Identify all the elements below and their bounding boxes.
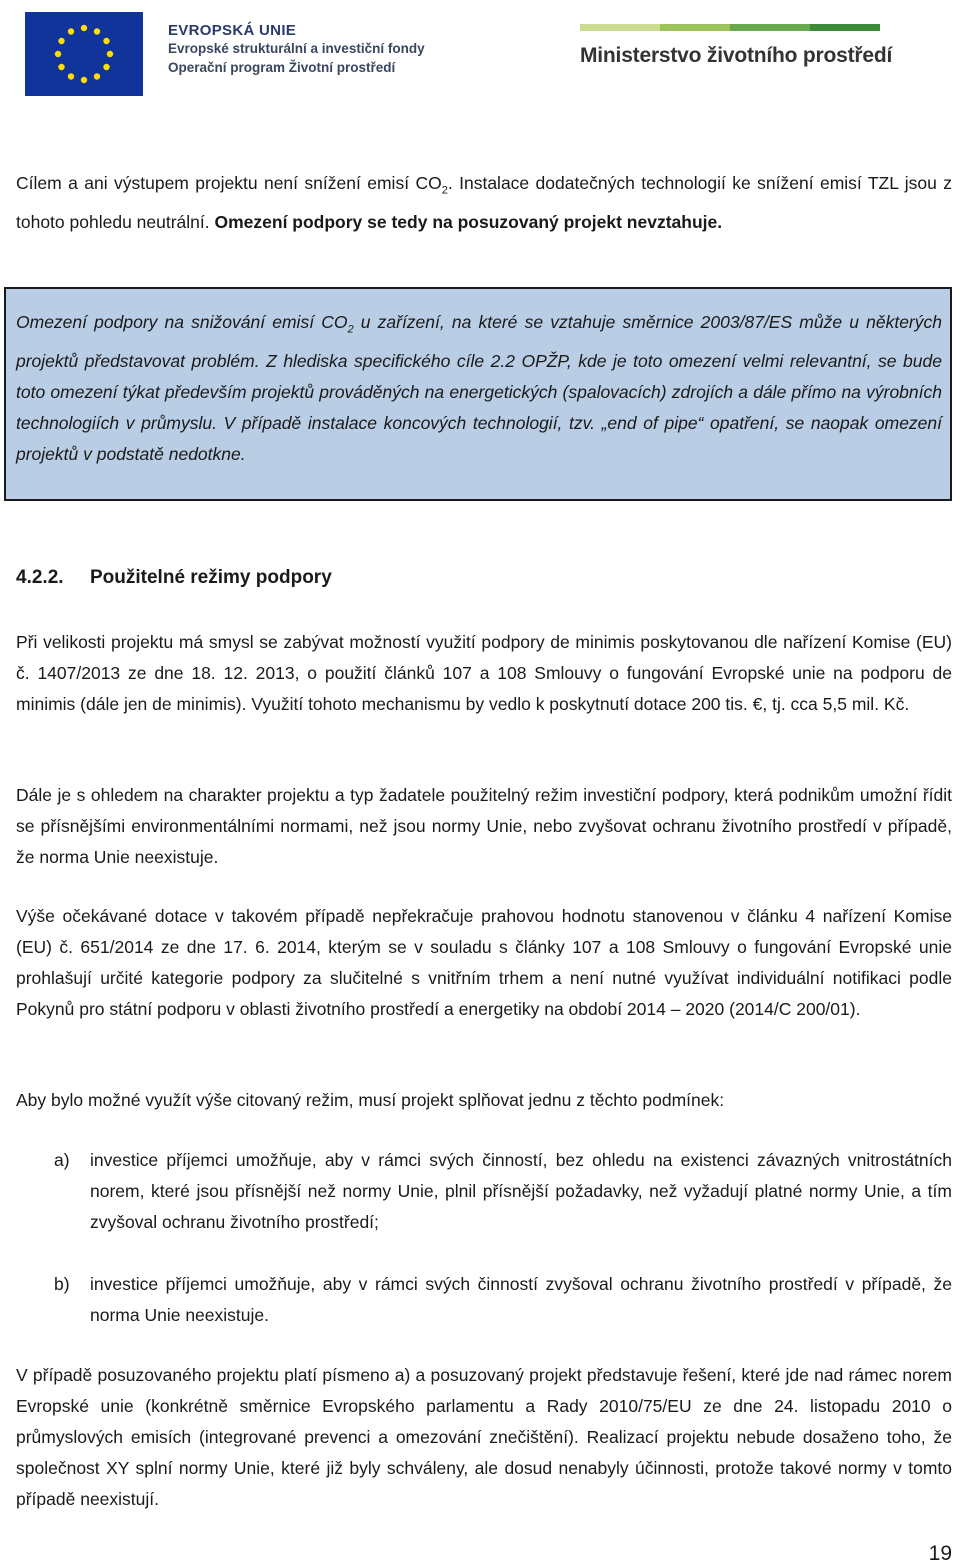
section-title: Použitelné režimy podpory [90,567,332,588]
condition-text: investice příjemci umožňuje, aby v rámci svých činností zvyšoval ochranu životního prostředí v případě, že norma Unie neexistuje. [90,1274,952,1325]
box-subscript: 2 [347,323,354,336]
ministry-color-bar [580,24,880,31]
paragraph-de-minimis: Při velikosti projektu má smysl se zabývat možností využití podpory de minimis poskytovanou dle nařízení Komise (EU) č. 1407/2013 ze dne 18. 12. 2013, o použití článků 107 a 108 Smlouvy o fungování Evropské unie na podporu de minimis (dále jen de minimis). Využití tohoto mechanismu by vedlo k poskytnutí dotace 200 tis. €, tj. cca 5,5 mil. Kč. [16,632,952,714]
condition-text: investice příjemci umožňuje, aby v rámci svých činností, bez ohledu na existenci závazných vnitrostátních norem, které jsou přísnější než normy Unie, plnil přísnější požadavky, než vyžadují platné normy Unie, a tím zvyšoval ochranu životního prostředí; [90,1150,952,1232]
highlight-box-text [16,307,942,470]
condition-item-b [54,1269,952,1331]
paragraph-conditions-intro: Aby bylo možné využít výše citovaný režim, musí projekt splňovat jednu z těchto podmínek: [16,1090,725,1110]
eu-flag-logo [25,12,143,96]
section-number: 4.2.2. [16,567,64,588]
eu-stars-icon [25,12,143,96]
condition-item-a [54,1145,952,1238]
paragraph-investment-aid: Dále je s ohledem na charakter projektu a typ žadatele použitelný režim investiční podpory, která podnikům umožní řídit se přísnějšími environmentálními normami, než jsou normy Unie, nebo zvyšovat ochranu životního prostředí v případě, že norma Unie neexistuje. [16,785,952,867]
paragraph-conclusion: V případě posuzovaného projektu platí písmeno a) a posuzovaný projekt představuje řešení, které jde nad rámec norem Evropské unie (konkrétně směrnice Evropského parlamentu a Rady 2010/75/EU ze dne 24. listopadu 2010 o průmyslových emisích (integrované prevenci a omezování znečištění). Realizací projektu nebude dosaženo toho, že společnost XY splní normy Unie, které již byly schváleny, ale dosud nenabyly účinnosti, protože takové normy v tomto případě neexistují. [16,1365,952,1509]
intro-text-2: . Instalace dodatečných technologií ke snížení emisí TZL jsou z tohoto pohledu neutrální. [16,173,952,232]
eu-program-line: Operační program Životní prostředí [168,60,396,75]
intro-subscript: 2 [441,184,448,197]
eu-program-text [168,22,498,77]
box-text-1: Omezení podpory na snižování emisí CO [16,312,348,332]
condition-label: a) [54,1150,70,1170]
page-header [0,0,960,110]
intro-bold-text: Omezení podpory se tedy na posuzovaný projekt nevztahuje. [214,211,723,232]
highlight-box [4,287,952,501]
eu-funds-line: Evropské strukturální a investiční fondy [168,41,425,56]
ministry-name: Ministerstvo životního prostředí [580,44,893,67]
intro-paragraph [16,168,952,238]
ministry-logo [580,24,910,68]
intro-text-1: Cílem a ani výstupem projektu není snížení emisí CO [16,173,442,193]
section-heading [16,567,332,589]
page-number: 19 [928,1542,952,1565]
box-text-2: u zařízení, na které se vztahuje směrnice 2003/87/ES může u některých projektů představovat problém. Z hlediska specifického cíle 2.2 OPŽP, kde je toto omezení velmi relevantní, se bude toto omezení týkat především projektů prováděných na energetických (spalovacích) zdrojích a dále přímo na výrobních technologiích v průmyslu. V případě instalace koncových technologií, tzv. „end of pipe“ opatření, se naopak omezení projektů v podstatě nedotkne. [16,312,942,464]
condition-label: b) [54,1274,70,1294]
eu-title: EVROPSKÁ UNIE [168,22,297,39]
paragraph-threshold: Výše očekávané dotace v takovém případě nepřekračuje prahovou hodnotu stanovenou v článku 4 nařízení Komise (EU) č. 651/2014 ze dne 17. 6. 2014, kterým se v souladu s články 107 a 108 Smlouvy o fungování Evropské unie prohlašují určité kategorie podpory za slučitelné s vnitřním trhem a není nutné využívat individuální notifikaci podle Pokynů pro státní podporu v oblasti životního prostředí a energetiky na období 2014 – 2020 (2014/C 200/01). [16,906,952,1019]
